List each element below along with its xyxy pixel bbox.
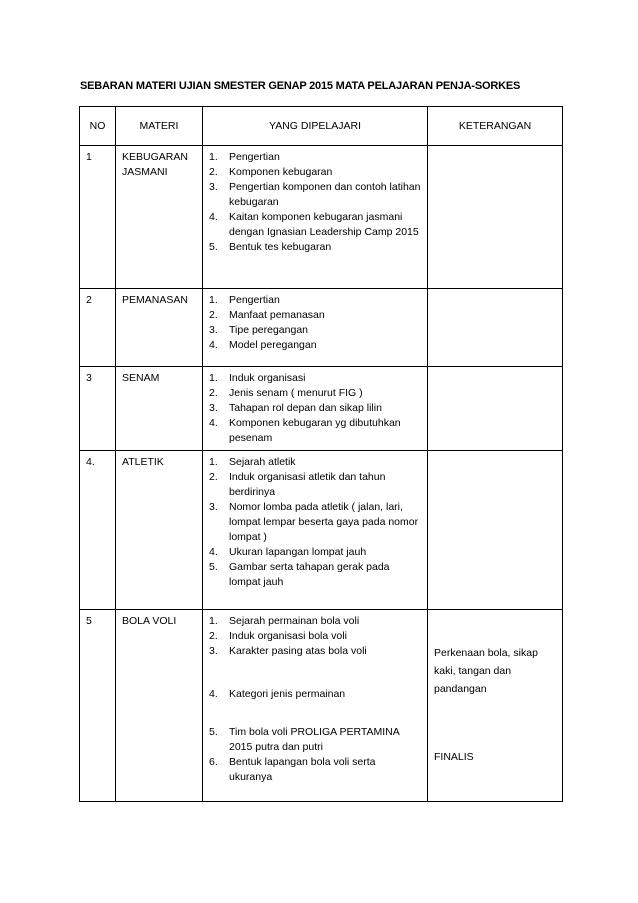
list-item: 1. Pengertian: [209, 294, 280, 306]
cell-no: 3: [80, 367, 116, 451]
table-row: [80, 367, 563, 451]
list-item: 4. Kategori jenis permainan: [209, 688, 346, 700]
cell-materi: PEMANASAN: [116, 289, 203, 367]
list-item: 1. Sejarah atletik: [209, 456, 296, 468]
materi-table: [79, 106, 563, 802]
list-item: 3. Karakter pasing atas bola voli: [209, 645, 367, 657]
header-materi: MATERI: [116, 107, 203, 146]
cell-yang-dipelajari: [203, 610, 428, 802]
header-keterangan: KETERANGAN: [428, 107, 563, 146]
table-row: [80, 289, 563, 367]
list-item: 2. Induk organisasi bola voli: [209, 630, 347, 642]
cell-yang-dipelajari: [203, 146, 428, 289]
topic-list: [209, 293, 421, 353]
cell-materi: KEBUGARAN JASMANI: [116, 146, 203, 289]
cell-keterangan: [428, 367, 563, 451]
cell-keterangan: [428, 451, 563, 610]
cell-yang-dipelajari: [203, 289, 428, 367]
list-item: 2. Jenis senam ( menurut FIG ): [209, 387, 363, 399]
list-item: 2. Manfaat pemanasan: [209, 309, 325, 321]
list-item: 3. Tipe peregangan: [209, 324, 309, 336]
list-item: 6. Bentuk lapangan bola voli serta ukuranya: [209, 756, 376, 783]
list-item: 3. Nomor lomba pada atletik ( jalan, lari, lompat lempar beserta gaya pada nomor lompat ): [209, 501, 419, 543]
document-title: SEBARAN MATERI UJIAN SMESTER GENAP 2015 MATA PELAJARAN PENJA-SORKES: [80, 80, 521, 92]
list-item: 2. Induk organisasi atletik dan tahun berdirinya: [209, 471, 386, 498]
topic-list: [209, 150, 421, 255]
list-item: 4. Komponen kebugaran yg dibutuhkan pesenam: [209, 417, 401, 444]
list-item: 1. Sejarah permainan bola voli: [209, 615, 360, 627]
list-item: 1. Induk organisasi: [209, 372, 306, 384]
cell-yang-dipelajari: [203, 451, 428, 610]
cell-yang-dipelajari: [203, 367, 428, 451]
list-item: 1. Pengertian: [209, 151, 280, 163]
header-no: NO: [80, 107, 116, 146]
cell-materi: SENAM: [116, 367, 203, 451]
topic-list: [209, 614, 421, 785]
cell-no: 1: [80, 146, 116, 289]
list-item: 5. Bentuk tes kebugaran: [209, 241, 332, 253]
cell-keterangan: [428, 610, 563, 802]
list-spacer: [209, 659, 421, 687]
topic-list: [209, 371, 421, 446]
keterangan-note: FINALIS: [434, 751, 474, 763]
cell-materi: BOLA VOLI: [116, 610, 203, 802]
table-header-row: [80, 107, 563, 146]
cell-keterangan: [428, 146, 563, 289]
list-item: 3. Pengertian komponen dan contoh latihan kebugaran: [209, 181, 421, 208]
keterangan-note: Perkenaan bola, sikap kaki, tangan dan pandangan: [434, 647, 538, 695]
cell-keterangan: [428, 289, 563, 367]
cell-materi: ATLETIK: [116, 451, 203, 610]
header-yang-dipelajari: YANG DIPELAJARI: [203, 107, 428, 146]
list-item: 4. Model peregangan: [209, 339, 317, 351]
cell-no: 5: [80, 610, 116, 802]
list-item: 5. Gambar serta tahapan gerak pada lompat jauh: [209, 561, 390, 588]
list-spacer: [209, 702, 421, 725]
topic-list: [209, 455, 421, 590]
list-item: 2. Komponen kebugaran: [209, 166, 333, 178]
list-item: 3. Tahapan rol depan dan sikap lilin: [209, 402, 382, 414]
table-row: [80, 146, 563, 289]
table-row: [80, 451, 563, 610]
list-item: 4. Kaitan komponen kebugaran jasmani dengan Ignasian Leadership Camp 2015: [209, 211, 419, 238]
table-row: [80, 610, 563, 802]
cell-no: 2: [80, 289, 116, 367]
cell-no: 4.: [80, 451, 116, 610]
list-item: 4. Ukuran lapangan lompat jauh: [209, 546, 367, 558]
list-item: 5. Tim bola voli PROLIGA PERTAMINA 2015 putra dan putri: [209, 726, 400, 753]
